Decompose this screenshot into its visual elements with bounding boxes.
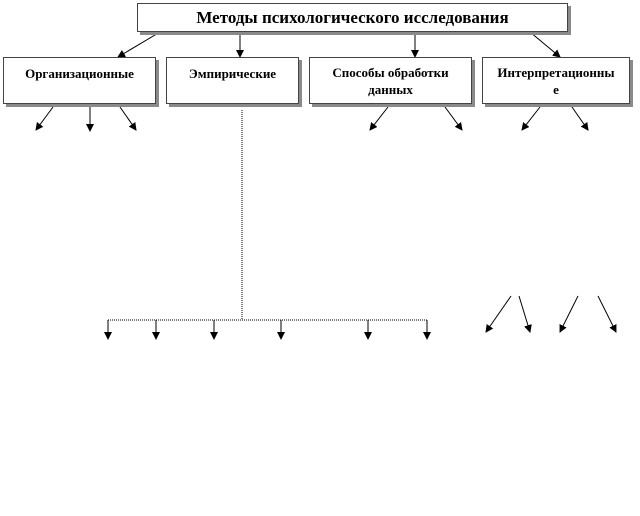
category-label-interpretational: Интерпретационные xyxy=(497,65,615,97)
arrow-interp-2 xyxy=(572,107,588,130)
category-box-interpretational xyxy=(482,57,630,104)
arrow-proc-2 xyxy=(445,107,462,130)
category-box-empirical xyxy=(166,57,299,104)
category-box-organizational xyxy=(3,57,156,104)
arrow-lower-right-2 xyxy=(519,296,530,332)
arrow-lower-right-3 xyxy=(560,296,578,332)
arrow-org-3 xyxy=(120,107,136,130)
root-node-label: Методы психологического исследования xyxy=(196,7,509,27)
arrow-root-to-interp xyxy=(530,32,560,57)
category-label-empirical: Эмпирические xyxy=(188,66,277,81)
root-node-box xyxy=(137,3,568,32)
category-box-data-processing xyxy=(309,57,472,104)
arrow-interp-1 xyxy=(522,107,540,130)
arrow-root-to-org xyxy=(118,32,160,57)
arrow-proc-1 xyxy=(370,107,388,130)
arrow-lower-right-1 xyxy=(486,296,511,332)
arrow-org-1 xyxy=(36,107,53,130)
category-label-data-processing: Способы обработки данных xyxy=(332,65,449,97)
arrow-lower-right-4 xyxy=(598,296,616,332)
category-label-organizational: Организационные xyxy=(25,66,134,81)
